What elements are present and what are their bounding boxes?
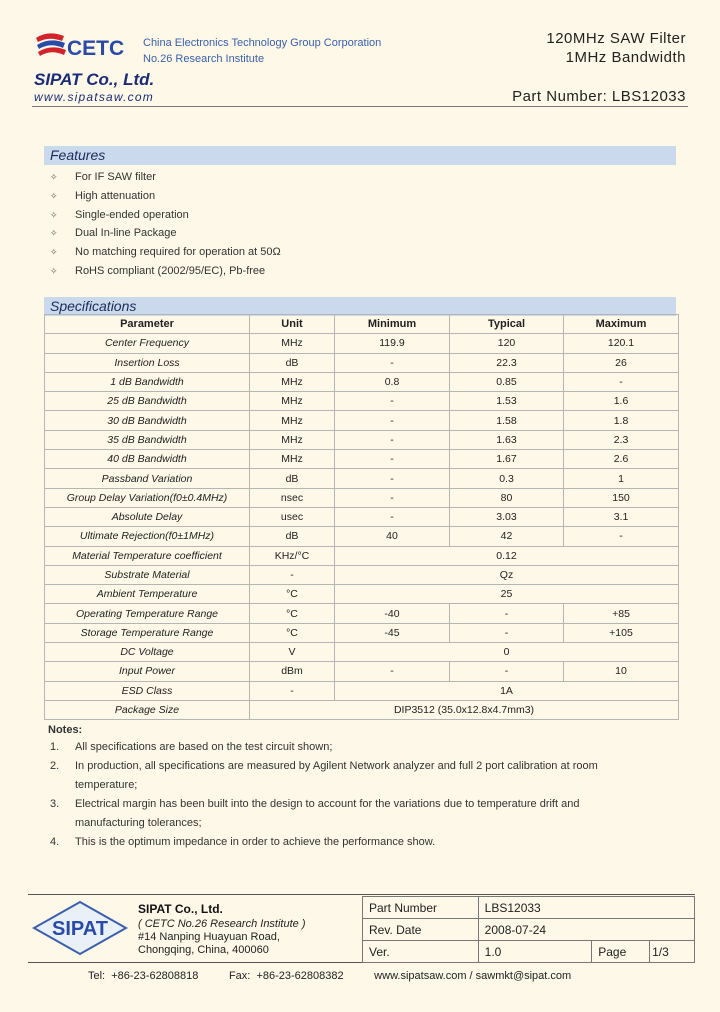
- column-header: Unit: [250, 315, 335, 334]
- value-cell: 3.1: [564, 507, 679, 526]
- product-title-line1: 120MHz SAW Filter: [546, 30, 686, 47]
- table-row: [45, 700, 679, 719]
- value-cell: MHz: [250, 430, 335, 449]
- parameter-cell: Absolute Delay: [45, 507, 250, 526]
- feature-item: [50, 187, 281, 206]
- company-name: SIPAT Co., Ltd.: [34, 70, 155, 89]
- value-cell: 2.3: [564, 430, 679, 449]
- value-cell: 1.8: [564, 411, 679, 430]
- cetc-emblem-icon: [36, 33, 66, 56]
- value-cell: 120: [450, 334, 564, 353]
- value-cell: 0: [335, 643, 679, 662]
- value-cell: 1.53: [450, 392, 564, 411]
- diamond-bullet-icon: ✧: [50, 228, 58, 239]
- rev-date-value: 2008-07-24: [478, 919, 694, 941]
- value-cell: MHz: [250, 372, 335, 391]
- note-text: temperature;: [75, 779, 138, 791]
- note-line: [48, 833, 648, 852]
- parameter-cell: 40 dB Bandwidth: [45, 450, 250, 469]
- note-text: This is the optimum impedance in order to achieve the performance show.: [75, 836, 436, 848]
- feature-text: For IF SAW filter: [75, 171, 156, 183]
- parameter-cell: Package Size: [45, 700, 250, 719]
- value-cell: KHz/°C: [250, 546, 335, 565]
- note-text: In production, all specifications are measured by Agilent Network analyzer and full 2 port calibration at room: [75, 760, 598, 772]
- value-cell: -: [564, 372, 679, 391]
- value-cell: +85: [564, 604, 679, 623]
- value-cell: 120.1: [564, 334, 679, 353]
- parameter-cell: Center Frequency: [45, 334, 250, 353]
- value-cell: -: [450, 662, 564, 681]
- note-text: All specifications are based on the test circuit shown;: [75, 741, 333, 753]
- value-cell: 0.85: [450, 372, 564, 391]
- value-cell: -: [250, 681, 335, 700]
- value-cell: -: [450, 604, 564, 623]
- parameter-cell: Ambient Temperature: [45, 585, 250, 604]
- value-cell: -40: [335, 604, 450, 623]
- notes-section: [48, 724, 648, 852]
- table-row: [45, 546, 679, 565]
- value-cell: 0.3: [450, 469, 564, 488]
- value-cell: 40: [335, 527, 450, 546]
- value-cell: usec: [250, 507, 335, 526]
- footer-address-3: Chongqing, China, 400060: [138, 944, 269, 956]
- parameter-cell: ESD Class: [45, 681, 250, 700]
- features-heading: Features: [44, 146, 676, 165]
- value-cell: 1.63: [450, 430, 564, 449]
- svg-text:SIPAT: SIPAT: [52, 918, 108, 940]
- value-cell: -: [335, 411, 450, 430]
- value-cell: dB: [250, 469, 335, 488]
- table-row: [45, 450, 679, 469]
- parameter-cell: Ultimate Rejection(f0±1MHz): [45, 527, 250, 546]
- value-cell: -: [335, 392, 450, 411]
- table-row: [45, 527, 679, 546]
- org-line-2: No.26 Research Institute: [143, 53, 265, 65]
- value-cell: +105: [564, 623, 679, 642]
- table-row: [45, 411, 679, 430]
- value-cell: dB: [250, 527, 335, 546]
- note-text: manufacturing tolerances;: [75, 817, 202, 829]
- feature-item: [50, 168, 281, 187]
- parameter-cell: Substrate Material: [45, 565, 250, 584]
- value-cell: -: [335, 662, 450, 681]
- table-row: [45, 488, 679, 507]
- table-row: [45, 334, 679, 353]
- value-cell: °C: [250, 623, 335, 642]
- parameter-cell: Material Temperature coefficient: [45, 546, 250, 565]
- value-cell: 0.8: [335, 372, 450, 391]
- table-row: [45, 604, 679, 623]
- value-cell: 25: [335, 585, 679, 604]
- feature-item: [50, 206, 281, 225]
- feature-text: RoHS compliant (2002/95/EC), Pb-free: [75, 264, 266, 277]
- parameter-cell: 25 dB Bandwidth: [45, 392, 250, 411]
- note-number: 3.: [50, 798, 60, 810]
- table-row: [45, 353, 679, 372]
- organization-name: [143, 35, 381, 67]
- column-header: Minimum: [335, 315, 450, 334]
- table-row: [45, 392, 679, 411]
- value-cell: 1.58: [450, 411, 564, 430]
- value-cell: -: [335, 450, 450, 469]
- diamond-bullet-icon: ✧: [50, 247, 58, 258]
- diamond-bullet-icon: ✧: [50, 190, 58, 201]
- product-title-line2: 1MHz Bandwidth: [565, 49, 686, 66]
- value-cell: dB: [250, 353, 335, 372]
- value-cell: 22.3: [450, 353, 564, 372]
- cetc-logo: [34, 28, 134, 64]
- page-value: 1/3: [650, 941, 695, 963]
- value-cell: -: [335, 430, 450, 449]
- parameter-cell: DC Voltage: [45, 643, 250, 662]
- parameter-cell: Group Delay Variation(f0±0.4MHz): [45, 488, 250, 507]
- column-header: Maximum: [564, 315, 679, 334]
- table-row: [45, 565, 679, 584]
- note-line: [48, 738, 648, 757]
- table-row: [45, 372, 679, 391]
- part-number-label: Part Number: [363, 897, 479, 919]
- table-row: [45, 430, 679, 449]
- part-number-title: Part Number: LBS12033: [512, 88, 686, 105]
- feature-item: [50, 224, 281, 243]
- note-line: [48, 757, 648, 776]
- note-line: [48, 814, 648, 833]
- note-line: [48, 795, 648, 814]
- value-cell: dBm: [250, 662, 335, 681]
- column-header: Parameter: [45, 315, 250, 334]
- page-label: Page: [592, 941, 650, 963]
- value-cell: MHz: [250, 450, 335, 469]
- part-number-value: LBS12033: [478, 897, 694, 919]
- value-cell: -: [335, 488, 450, 507]
- value-cell: DIP3512 (35.0x12.8x4.7mm3): [250, 700, 679, 719]
- value-cell: -: [335, 353, 450, 372]
- notes-heading: Notes:: [48, 724, 83, 736]
- feature-text: High attenuation: [75, 189, 156, 202]
- value-cell: V: [250, 643, 335, 662]
- footer-company: SIPAT Co., Ltd.: [138, 902, 223, 916]
- diamond-bullet-icon: ✧: [50, 172, 58, 182]
- value-cell: -: [335, 469, 450, 488]
- specifications-heading: Specifications: [44, 297, 676, 316]
- value-cell: -: [564, 527, 679, 546]
- footer-address-1: ( CETC No.26 Research Institute ): [138, 918, 306, 930]
- table-row: [45, 623, 679, 642]
- parameter-cell: 35 dB Bandwidth: [45, 430, 250, 449]
- parameter-cell: Operating Temperature Range: [45, 604, 250, 623]
- value-cell: 80: [450, 488, 564, 507]
- parameter-cell: Input Power: [45, 662, 250, 681]
- value-cell: MHz: [250, 411, 335, 430]
- value-cell: -45: [335, 623, 450, 642]
- value-cell: 1A: [335, 681, 679, 700]
- table-row: [45, 507, 679, 526]
- value-cell: 42: [450, 527, 564, 546]
- diamond-bullet-icon: ✧: [50, 265, 58, 276]
- feature-item: [50, 243, 281, 262]
- note-number: 1.: [50, 741, 60, 753]
- value-cell: 1.6: [564, 392, 679, 411]
- rev-date-label: Rev. Date: [363, 919, 479, 941]
- company-website[interactable]: www.sipatsaw.com: [34, 90, 154, 104]
- note-line: [48, 776, 648, 795]
- table-row: [45, 585, 679, 604]
- parameter-cell: Storage Temperature Range: [45, 623, 250, 642]
- parameter-cell: Insertion Loss: [45, 353, 250, 372]
- value-cell: 26: [564, 353, 679, 372]
- feature-item: [50, 262, 281, 281]
- document-meta-table: [362, 896, 695, 963]
- contact-line: Tel: +86-23-62808818 Fax: +86-23-62808382 www.sipatsaw.com / sawmkt@sipat.com: [88, 970, 572, 982]
- value-cell: -: [335, 507, 450, 526]
- org-line-1: China Electronics Technology Group Corporation: [143, 37, 382, 49]
- value-cell: 3.03: [450, 507, 564, 526]
- feature-text: Dual In-line Package: [75, 227, 177, 240]
- table-row: [45, 681, 679, 700]
- value-cell: 10: [564, 662, 679, 681]
- value-cell: 1.67: [450, 450, 564, 469]
- table-row: [45, 643, 679, 662]
- specifications-table: [44, 314, 679, 720]
- value-cell: MHz: [250, 392, 335, 411]
- svg-text:CETC: CETC: [67, 37, 125, 60]
- table-row: [45, 469, 679, 488]
- note-text: Electrical margin has been built into the design to account for the variations due to temperature drift and: [75, 798, 580, 810]
- value-cell: -: [450, 623, 564, 642]
- parameter-cell: 30 dB Bandwidth: [45, 411, 250, 430]
- header-divider: [32, 106, 688, 107]
- value-cell: 2.6: [564, 450, 679, 469]
- value-cell: 119.9: [335, 334, 450, 353]
- note-number: 2.: [50, 760, 60, 772]
- value-cell: 150: [564, 488, 679, 507]
- value-cell: Qz: [335, 565, 679, 584]
- features-list: [50, 168, 281, 281]
- value-cell: 1: [564, 469, 679, 488]
- value-cell: °C: [250, 604, 335, 623]
- value-cell: nsec: [250, 488, 335, 507]
- sipat-logo: [32, 900, 128, 956]
- footer-address-2: #14 Nanping Huayuan Road,: [138, 931, 280, 943]
- value-cell: MHz: [250, 334, 335, 353]
- version-value: 1.0: [478, 941, 592, 963]
- value-cell: 0.12: [335, 546, 679, 565]
- feature-text: No matching required for operation at 50Ω: [75, 246, 281, 259]
- column-header: Typical: [450, 315, 564, 334]
- version-label: Ver.: [363, 941, 479, 963]
- note-number: 4.: [50, 836, 60, 848]
- table-row: [45, 662, 679, 681]
- value-cell: -: [250, 565, 335, 584]
- feature-text: Single-ended operation: [75, 208, 189, 221]
- value-cell: °C: [250, 585, 335, 604]
- diamond-bullet-icon: ✧: [50, 209, 58, 220]
- parameter-cell: 1 dB Bandwidth: [45, 372, 250, 391]
- parameter-cell: Passband Variation: [45, 469, 250, 488]
